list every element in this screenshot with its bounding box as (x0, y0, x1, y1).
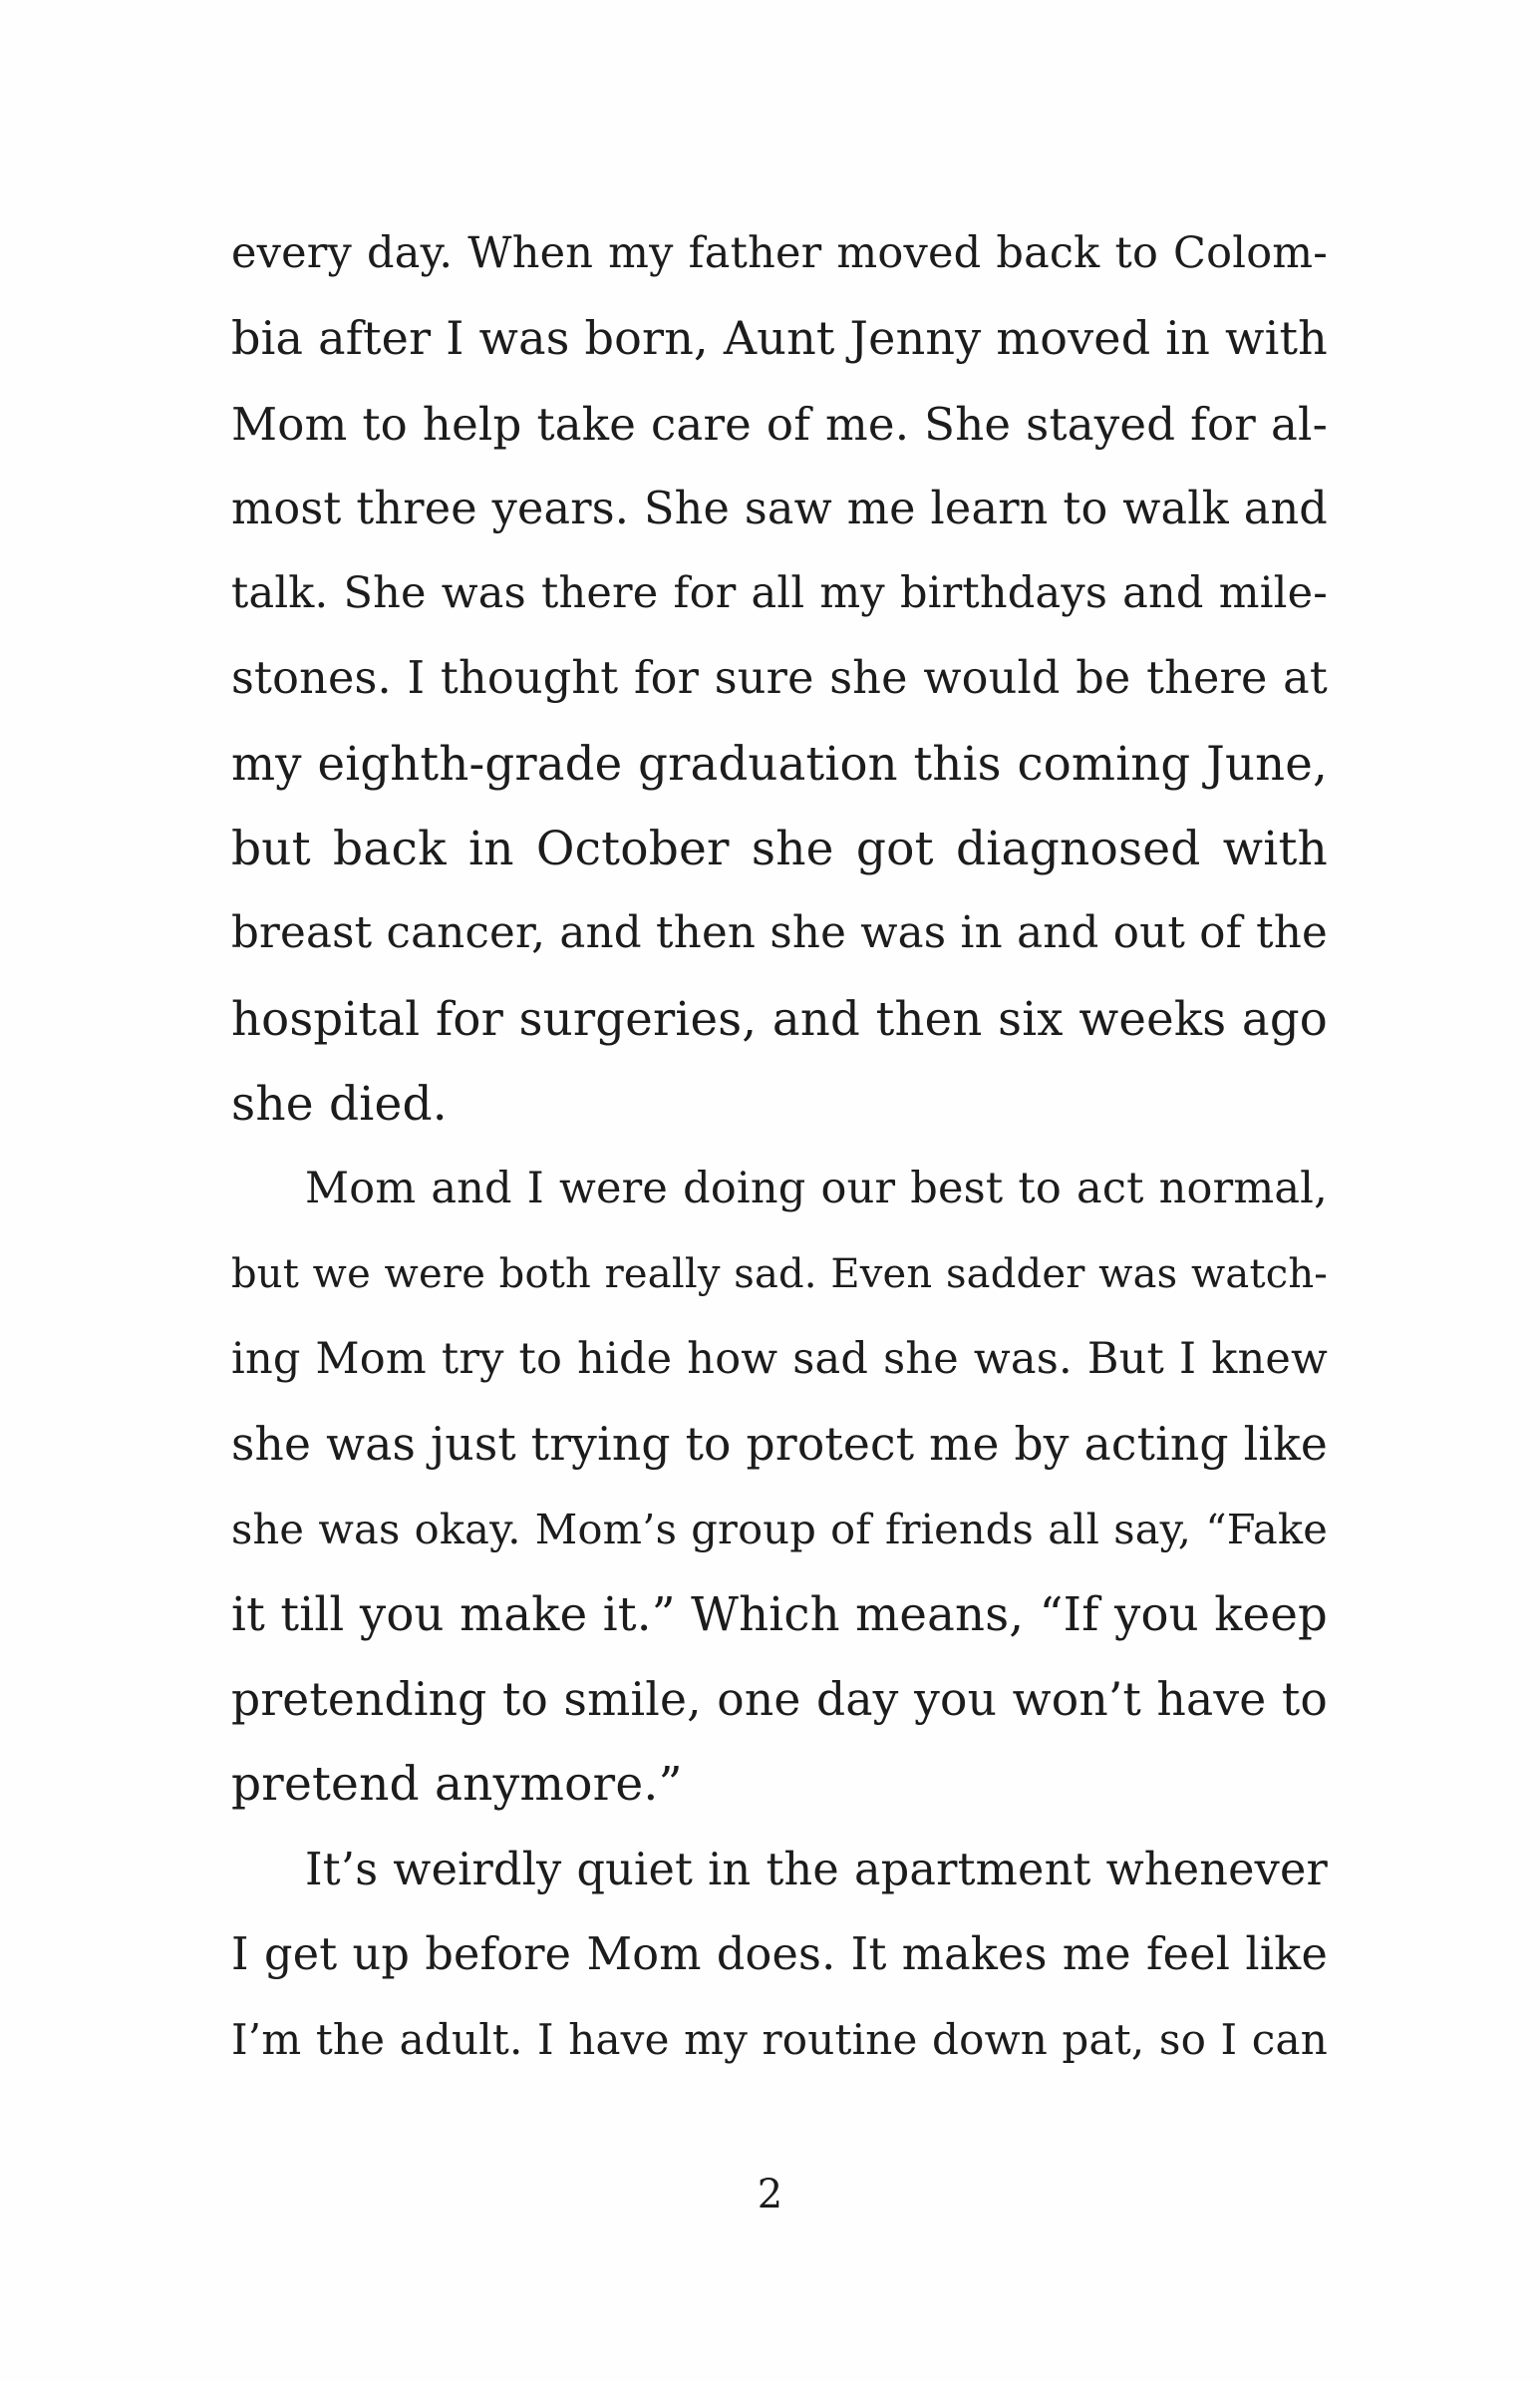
text-line: every day. When my father moved back to Colom- (231, 228, 1328, 278)
text-line: but we were both really sad. Even sadder was watch- (231, 1250, 1328, 1297)
body-text (231, 211, 1328, 2083)
text-line: Mom to help take care of me. She stayed for al- (231, 397, 1328, 451)
text-line: it till you make it.” Which means, “If you keep (231, 1586, 1328, 1641)
text-line: breast cancer, and then she was in and out of the (231, 908, 1328, 959)
text-line: she died. (231, 1076, 448, 1132)
text-line: most three years. She saw me learn to walk and (231, 483, 1328, 534)
text-line: hospital for surgeries, and then six weeks ago (231, 991, 1328, 1046)
text-line: she was just trying to protect me by acting like (231, 1418, 1328, 1472)
text-line: pretending to smile, one day you won’t have to (231, 1673, 1328, 1727)
text-line: ing Mom try to hide how sad she was. But I knew (231, 1333, 1328, 1384)
text-line: I’m the adult. I have my routine down pat, so I can (231, 2015, 1328, 2065)
text-line: but back in October she got diagnosed with (231, 822, 1328, 877)
text-line: stones. I thought for sure she would be there at (231, 653, 1328, 705)
page-number: 2 (757, 2172, 783, 2217)
text-line: I get up before Mom does. It makes me feel like (231, 1928, 1328, 1980)
text-line: she was okay. Mom’s group of friends all say, “Fake (231, 1505, 1328, 1554)
text-line: my eighth-grade graduation this coming June, (231, 736, 1328, 791)
text-line: Mom and I were doing our best to act normal, (305, 1164, 1328, 1214)
text-line: talk. She was there for all my birthdays and mile- (231, 568, 1328, 619)
text-line: bia after I was born, Aunt Jenny moved in with (231, 311, 1328, 366)
text-line: pretend anymore.” (231, 1757, 683, 1813)
text-line: It’s weirdly quiet in the apartment whenever (305, 1844, 1328, 1895)
